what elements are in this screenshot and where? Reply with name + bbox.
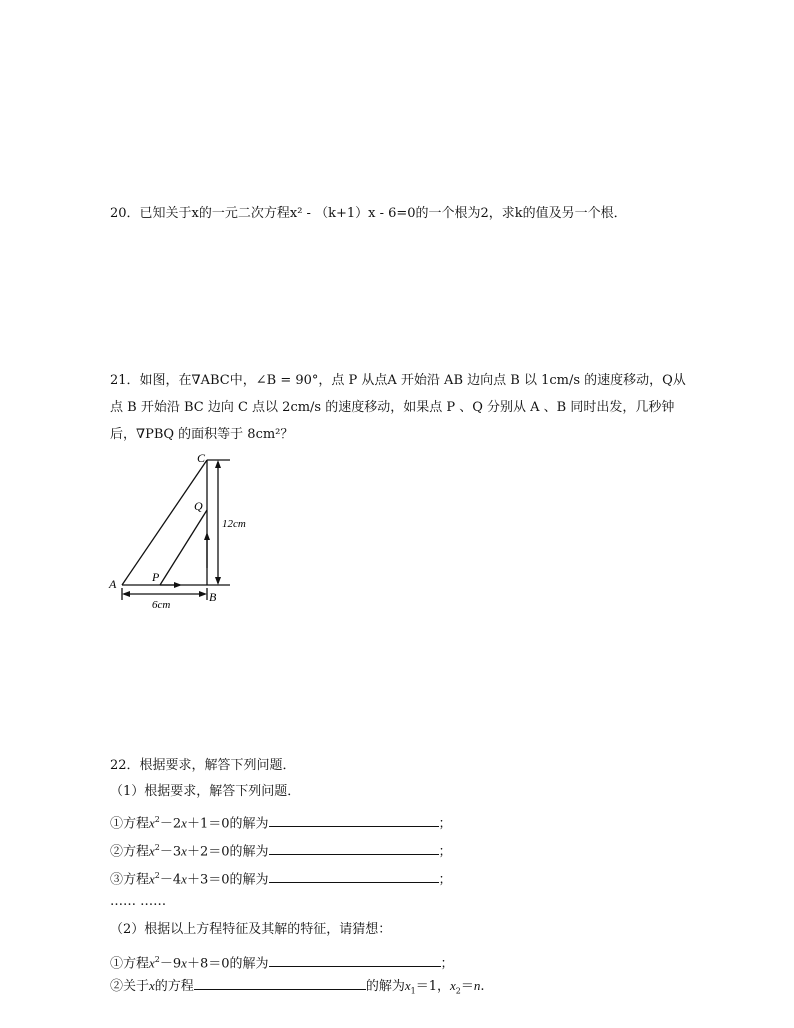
arrowhead-up	[215, 460, 221, 468]
eq5-suffix: 的解为	[365, 979, 405, 994]
q22-eq1: ①方程$x^2-2x+1=0$的解为 ；	[110, 815, 452, 832]
arrowhead-right	[199, 591, 207, 597]
eq4-mid: ＝0的解为	[208, 956, 269, 972]
eq3-answer-blank[interactable]	[269, 870, 439, 883]
label-Q: Q	[194, 499, 203, 513]
eq2-prefix: ②方程	[110, 844, 150, 860]
segment-PQ	[160, 510, 207, 585]
eq1-semicolon: ；	[438, 816, 452, 832]
arrowhead-down	[215, 577, 221, 585]
q22-part1-title: （1）根据要求，解答下列问题．	[110, 784, 301, 799]
q20-text: 20．已知关于x的一元二次方程x² - （k+1）x - 6=0的一个根为2，求k的值及另一个根．	[110, 206, 627, 221]
arrowhead-left	[122, 591, 130, 597]
label-P: P	[152, 570, 160, 584]
eq1-answer-blank[interactable]	[269, 814, 439, 827]
eq4-answer-blank[interactable]	[269, 954, 441, 967]
label-C: C	[197, 451, 206, 465]
q21-line2: 点 B 开始沿 BC 边向 C 点以 2cm/s 的速度移动，如果点 P 、Q 分别从 A 、B 同时出发，几秒钟	[110, 400, 675, 415]
q21-line1: 21．如图，在∇ABC中，∠B = 90°，点 P 从点A 开始沿 AB 边向点 B 以 1cm/s 的速度移动，Q从	[110, 373, 686, 388]
q22-eq2: ②方程$x^2-3x+2=0$的解为 ；	[110, 843, 452, 860]
q21-line3: 后，∇PBQ 的面积等于 8cm²？	[110, 427, 294, 442]
eq5-answer-blank[interactable]	[194, 977, 366, 990]
eq4-semicolon: ；	[440, 956, 454, 972]
q22-part2-title: （2）根据以上方程特征及其解的特征，请猜想：	[110, 922, 392, 937]
triangle-figure	[105, 450, 265, 615]
q22-eq3: ③方程$x^2-4x+3=0$的解为 ；	[110, 871, 452, 888]
eq2-mid: ＝0的解为	[208, 844, 269, 860]
dimension-AB-label: 6cm	[152, 599, 171, 611]
motion-arrow-BC-head	[204, 532, 210, 540]
eq5-prefix: ②关于	[110, 979, 150, 994]
label-A: A	[109, 577, 117, 591]
eq3-mid: ＝0的解为	[208, 872, 269, 888]
q22-title: 22．根据要求，解答下列问题．	[110, 758, 296, 773]
eq2-semicolon: ；	[438, 844, 452, 860]
eq5-mid: 的方程	[154, 979, 194, 994]
dimension-BC-label: 12cm	[222, 518, 246, 530]
q22-eq4: ①方程$x^2-9x+8=0$的解为 ；	[110, 955, 454, 972]
side-AC	[122, 460, 207, 585]
q22-ellipsis: …… ……	[110, 894, 167, 909]
label-B: B	[209, 590, 217, 604]
q22-eq5: ②关于x的方程 的解为$x_1=1$，$x_2=n$.	[110, 978, 485, 996]
eq3-prefix: ③方程	[110, 872, 150, 888]
eq3-semicolon: ；	[438, 872, 452, 888]
eq2-answer-blank[interactable]	[269, 842, 439, 855]
eq4-prefix: ①方程	[110, 956, 150, 972]
eq1-mid: ＝0的解为	[208, 816, 269, 832]
eq1-prefix: ①方程	[110, 816, 150, 832]
